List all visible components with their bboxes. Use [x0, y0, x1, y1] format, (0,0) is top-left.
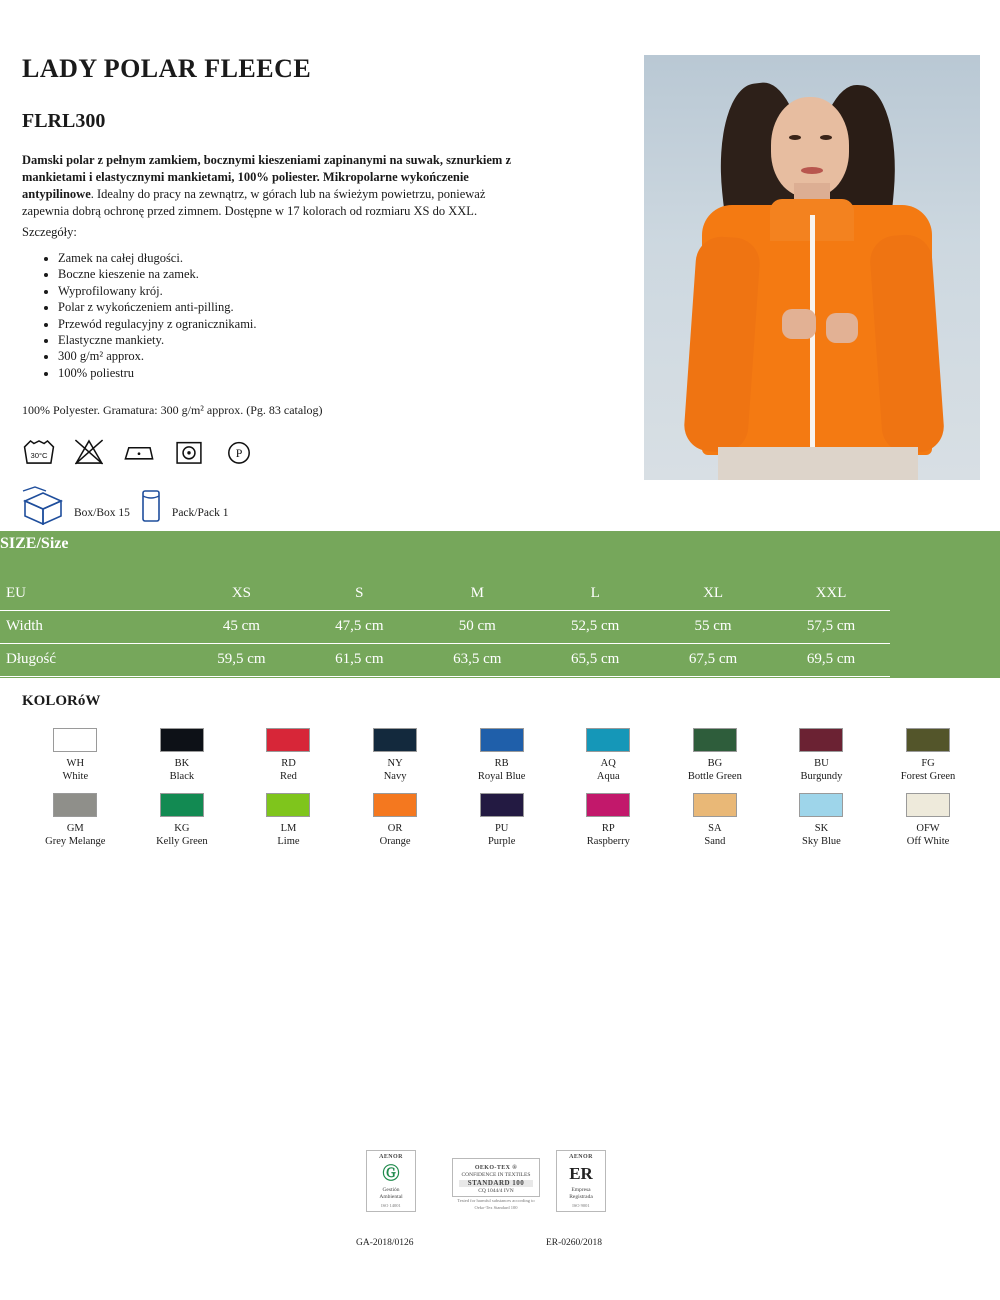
color-swatch-wh[interactable]	[22, 728, 129, 783]
aenor-environment-footer: ISO 14001	[381, 1203, 401, 1208]
certificate-oeko-tex	[452, 1158, 540, 1210]
size-header-m: M	[418, 578, 536, 611]
product-photo	[644, 55, 980, 480]
swatch-code: KG	[174, 823, 190, 834]
wash-30-icon	[22, 437, 56, 467]
swatch-name: Off White	[906, 836, 950, 847]
swatch-code: RD	[281, 758, 296, 769]
color-swatch-bu[interactable]	[768, 728, 875, 783]
swatch-code: BG	[707, 758, 723, 769]
swatch-code: OFW	[916, 823, 940, 834]
swatch-chip	[53, 728, 97, 752]
list-item: • Polar z wykończeniem anti-pilling.	[58, 299, 257, 315]
size-table-title: SIZE/Size	[0, 535, 69, 552]
model-trousers	[718, 447, 918, 480]
swatch-name: Burgundy	[800, 771, 843, 782]
svg-text:P: P	[235, 446, 243, 461]
swatch-chip	[906, 793, 950, 817]
size-row-label-width: Width	[0, 611, 182, 644]
swatch-name: Sand	[704, 836, 726, 847]
swatch-chip	[693, 728, 737, 752]
colors-title: KOLORóW	[22, 693, 101, 709]
details-label: Szczegóły:	[22, 225, 77, 239]
swatch-code: WH	[66, 758, 85, 769]
oeko-line3: CQ 1044/4 IVN	[478, 1188, 514, 1194]
certificate-aenor-company	[556, 1150, 606, 1212]
swatch-name: Orange	[379, 836, 411, 847]
size-cell: 67,5 cm	[654, 644, 772, 677]
aenor-er-line2: Registrada	[569, 1194, 593, 1200]
product-description	[22, 152, 522, 220]
certificate-aenor-environment	[366, 1150, 416, 1212]
size-cell: 47,5 cm	[300, 611, 418, 644]
color-swatch-row	[22, 793, 982, 848]
size-header-s: S	[300, 578, 418, 611]
swatch-chip	[480, 728, 524, 752]
size-table	[0, 578, 890, 677]
care-icon-row	[22, 437, 256, 467]
swatch-chip	[53, 793, 97, 817]
table-row	[0, 644, 890, 677]
aenor-er-footer: ISO 9001	[572, 1203, 590, 1208]
swatch-code: SA	[708, 823, 722, 834]
swatch-chip	[586, 793, 630, 817]
size-cell: 63,5 cm	[418, 644, 536, 677]
aenor-environment-line2: Ambiental	[379, 1194, 403, 1200]
professional-clean-icon	[222, 437, 256, 467]
swatch-chip	[266, 793, 310, 817]
swatch-name: Forest Green	[900, 771, 956, 782]
size-cell: 59,5 cm	[182, 644, 300, 677]
swatch-name: Grey Melange	[45, 836, 106, 847]
oeko-line2: CONFIDENCE IN TEXTILES	[461, 1172, 531, 1178]
box-label: Box/Box 15	[74, 507, 130, 519]
pack-icon	[138, 485, 164, 525]
swatch-chip	[480, 793, 524, 817]
color-swatch-rb[interactable]	[448, 728, 555, 783]
model-eye-left	[789, 135, 801, 140]
size-cell: 61,5 cm	[300, 644, 418, 677]
swatch-code: GM	[66, 823, 84, 834]
swatch-name: Navy	[383, 771, 407, 782]
packaging-row	[20, 485, 228, 525]
size-header-eu: EU	[0, 578, 182, 611]
aenor-er-mark-icon: ER	[569, 1164, 593, 1183]
swatch-code: RB	[494, 758, 509, 769]
size-cell: 52,5 cm	[536, 611, 654, 644]
list-item: • 100% poliestru	[58, 365, 257, 381]
color-swatch-rd[interactable]	[235, 728, 342, 783]
swatch-name: White	[62, 771, 89, 782]
color-swatch-sk[interactable]	[768, 793, 875, 848]
swatch-name: Red	[280, 771, 297, 782]
swatch-chip	[799, 728, 843, 752]
aenor-er-line1: Empresa	[571, 1187, 591, 1193]
description-rest: . Idealny do pracy na zewnątrz, w górach lub na świeżym powietrzu, ponieważ zapewnia dobrą ochronę przed zimnem. Dostępne w 17 kolorach od rozmiaru XS do XXL.	[22, 187, 486, 218]
swatch-name: Kelly Green	[156, 836, 208, 847]
size-header-xl: XL	[654, 578, 772, 611]
size-cell: 50 cm	[418, 611, 536, 644]
swatch-name: Bottle Green	[687, 771, 742, 782]
swatch-name: Royal Blue	[477, 771, 526, 782]
swatch-code: RP	[601, 823, 615, 834]
model-eye-right	[820, 135, 832, 140]
table-row	[0, 611, 890, 644]
color-swatch-pu[interactable]	[448, 793, 555, 848]
aenor-environment-line1: Gestión	[382, 1187, 400, 1193]
size-row-label-length: Długość	[0, 644, 182, 677]
size-cell: 65,5 cm	[536, 644, 654, 677]
swatch-code: AQ	[600, 758, 616, 769]
list-item: • Przewód regulacyjny z ogranicznikami.	[58, 316, 257, 332]
certificate-caption-left: GA-2018/0126	[356, 1238, 414, 1248]
certificate-caption-right: ER-0260/2018	[546, 1238, 602, 1248]
size-header-xxl: XXL	[772, 578, 890, 611]
feature-list	[40, 250, 257, 381]
color-swatch-kg[interactable]	[129, 793, 236, 848]
box-icon	[20, 485, 66, 525]
model-lips	[801, 167, 823, 174]
color-swatch-rp[interactable]	[555, 793, 662, 848]
size-header-xs: XS	[182, 578, 300, 611]
swatch-code: PU	[494, 823, 509, 834]
description-bold: Damski polar z pełnym zamkiem, bocznymi kieszeniami zapinanymi na suwak, sznurkiem z mankietami i elastycznymi mankietami, 100% poliester. Mikropolarne wykończenie antypilinowe	[22, 153, 512, 201]
size-cell: 69,5 cm	[772, 644, 890, 677]
color-swatch-lm[interactable]	[235, 793, 342, 848]
page-title: LADY POLAR FLEECE	[22, 54, 312, 83]
swatch-chip	[266, 728, 310, 752]
list-item: • Elastyczne mankiety.	[58, 332, 257, 348]
swatch-chip	[693, 793, 737, 817]
list-item: • Wyprofilowany krój.	[58, 283, 257, 299]
color-swatch-grid	[22, 728, 982, 848]
swatch-name: Aqua	[596, 771, 620, 782]
color-swatch-fg[interactable]	[875, 728, 982, 783]
size-cell: 57,5 cm	[772, 611, 890, 644]
tumble-dry-icon	[172, 437, 206, 467]
swatch-chip	[373, 728, 417, 752]
list-item: • Boczne kieszenie na zamek.	[58, 266, 257, 282]
swatch-chip	[799, 793, 843, 817]
swatch-code: OR	[387, 823, 403, 834]
swatch-name: Black	[169, 771, 195, 782]
color-swatch-bg[interactable]	[662, 728, 769, 783]
aenor-er-brand-label: AENOR	[569, 1154, 593, 1160]
certificates-row	[360, 1150, 640, 1250]
swatch-chip	[160, 793, 204, 817]
swatch-code: LM	[280, 823, 297, 834]
list-item: • Zamek na całej długości.	[58, 250, 257, 266]
color-swatch-row	[22, 728, 982, 783]
swatch-chip	[906, 728, 950, 752]
swatch-name: Lime	[277, 836, 300, 847]
swatch-name: Raspberry	[586, 836, 630, 847]
wash-temp-text: 30°C	[30, 450, 48, 460]
size-cell: 55 cm	[654, 611, 772, 644]
aenor-environment-mark-icon: Ⓖ	[382, 1164, 400, 1183]
swatch-code: BK	[174, 758, 190, 769]
swatch-name: Sky Blue	[802, 836, 841, 847]
oeko-line1: OEKO-TEX ®	[474, 1165, 518, 1171]
swatch-chip	[160, 728, 204, 752]
product-reference: FLRL300	[22, 110, 106, 132]
color-swatch-ofw[interactable]	[875, 793, 982, 848]
composition-text: 100% Polyester. Gramatura: 300 g/m² approx. (Pg. 83 catalog)	[22, 403, 323, 417]
table-row	[0, 578, 890, 611]
swatch-name: Purple	[487, 836, 516, 847]
list-item: • 300 g/m² approx.	[58, 348, 257, 364]
pack-label: Pack/Pack 1	[171, 507, 229, 519]
size-cell: 45 cm	[182, 611, 300, 644]
color-swatch-ny[interactable]	[342, 728, 449, 783]
model-hand-left	[782, 309, 816, 339]
swatch-code: FG	[921, 758, 935, 769]
swatch-code: SK	[814, 823, 829, 834]
model-face	[771, 97, 849, 197]
iron-low-icon	[122, 437, 156, 467]
aenor-brand-label: AENOR	[379, 1154, 403, 1160]
color-swatch-sa[interactable]	[662, 793, 769, 848]
model-hand-right	[826, 313, 858, 343]
size-header-l: L	[536, 578, 654, 611]
swatch-code: NY	[387, 758, 403, 769]
swatch-code: BU	[814, 758, 829, 769]
color-swatch-bk[interactable]	[129, 728, 236, 783]
swatch-chip	[586, 728, 630, 752]
color-swatch-or[interactable]	[342, 793, 449, 848]
color-swatch-gm[interactable]	[22, 793, 129, 848]
color-swatch-aq[interactable]	[555, 728, 662, 783]
oeko-standard-label: STANDARD 100	[459, 1180, 533, 1187]
swatch-chip	[373, 793, 417, 817]
oeko-footer: Tested for harmful substances according to Oeko-Tex Standard 100	[457, 1198, 535, 1210]
no-bleach-icon	[72, 437, 106, 467]
